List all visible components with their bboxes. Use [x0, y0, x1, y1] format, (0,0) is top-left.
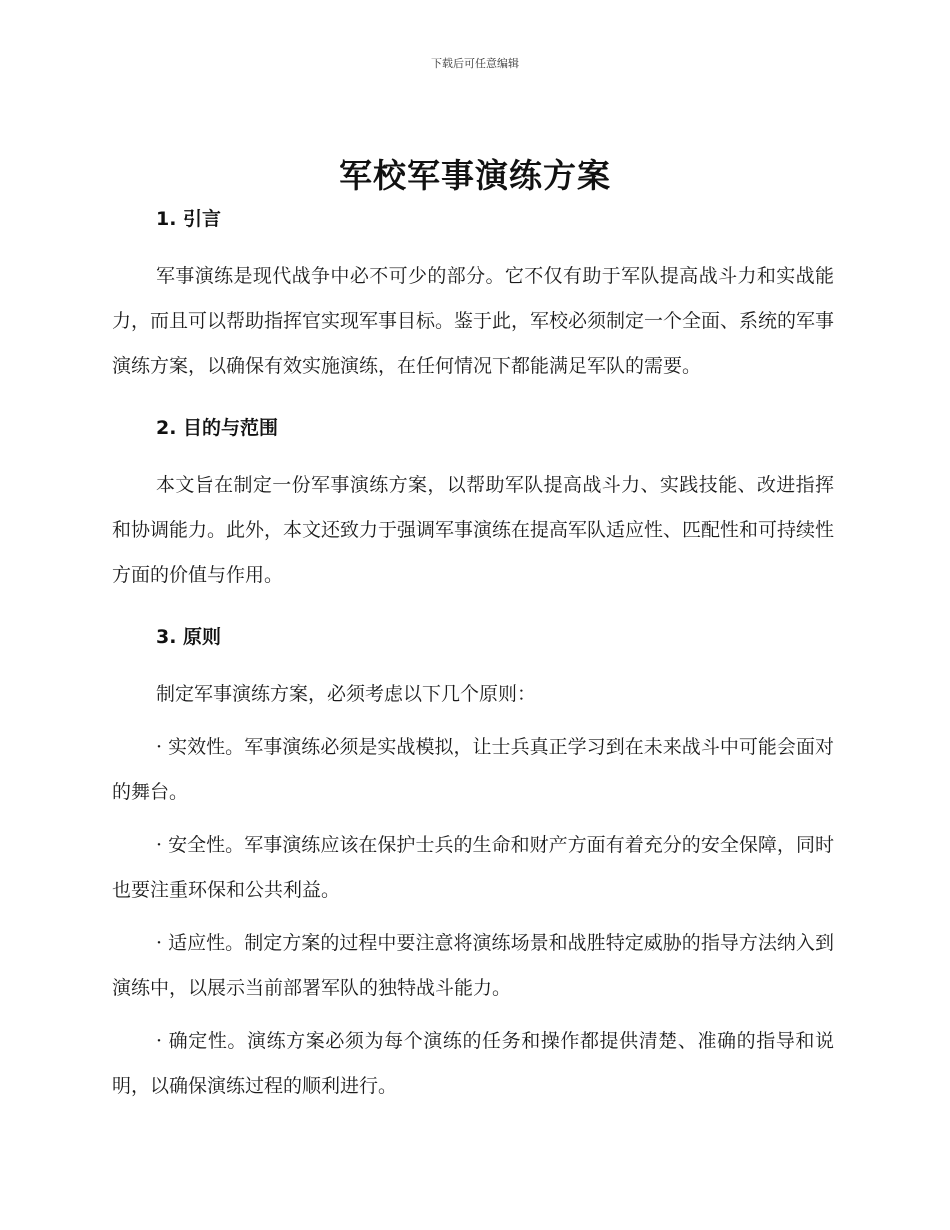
document-title: 军校军事演练方案: [339, 156, 611, 195]
section-heading-purpose: 2. 目的与范围: [156, 417, 279, 439]
section-heading-principles: 3. 原则: [156, 626, 222, 648]
principle-item: · 确定性。演练方案必须为每个演练的任务和操作都提供清楚、准确的指导和说明，以确保演练过程的顺利进行。: [112, 1030, 834, 1097]
document-body: [112, 202, 834, 1109]
section-paragraph: 军事演练是现代战争中必不可少的部分。它不仅有助于军队提高战斗力和实战能力，而且可以帮助指挥官实现军事目标。鉴于此，军校必须制定一个全面、系统的军事演练方案，以确保有效实施演练，在任何情况下都能满足军队的需要。: [112, 265, 835, 377]
principle-item: · 安全性。军事演练应该在保护士兵的生命和财产方面有着充分的安全保障，同时也要注重环保和公共利益。: [112, 834, 834, 901]
section-heading-intro: 1. 引言: [156, 208, 222, 230]
principle-item: · 实效性。军事演练必须是实战模拟，让士兵真正学习到在未来战斗中可能会面对的舞台。: [112, 736, 834, 803]
section-paragraph: 制定军事演练方案，必须考虑以下几个原则：: [156, 683, 537, 705]
header-note: 下载后可任意编辑: [431, 57, 519, 70]
principle-item: · 适应性。制定方案的过程中要注意将演练场景和战胜特定威胁的指导方法纳入到演练中，以展示当前部署军队的独特战斗能力。: [112, 932, 834, 999]
section-paragraph: 本文旨在制定一份军事演练方案，以帮助军队提高战斗力、实践技能、改进指挥和协调能力。此外，本文还致力于强调军事演练在提高军队适应性、匹配性和可持续性方面的价值与作用。: [112, 474, 835, 586]
